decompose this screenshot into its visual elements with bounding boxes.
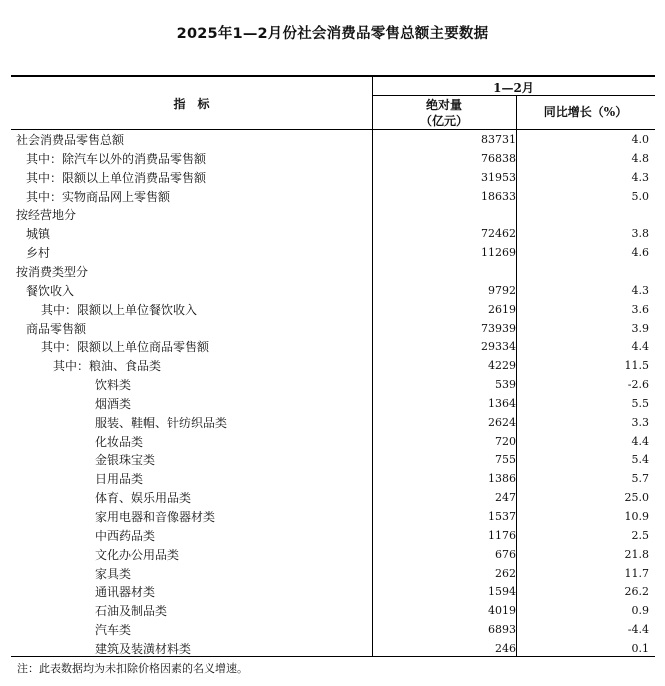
table-row [11, 546, 655, 565]
row-label: 其中：粮油、食品类 [53, 359, 162, 374]
row-label: 中西药品类 [95, 528, 156, 543]
table-row [11, 169, 655, 188]
growth-rate-cell: 25.0 [624, 491, 649, 505]
table-row [11, 225, 655, 244]
table-row [11, 451, 655, 470]
table-row [11, 470, 655, 489]
indicator-header: 指 标 [173, 97, 210, 111]
absolute-value-cell: 83731 [481, 133, 516, 146]
row-label: 城镇 [26, 227, 51, 242]
growth-rate-cell: 21.8 [624, 547, 649, 561]
row-label: 日用品类 [95, 472, 144, 487]
row-label: 汽车类 [95, 623, 132, 638]
table-top-rule [11, 75, 655, 77]
table-row [11, 338, 655, 357]
absolute-value-cell: 2624 [488, 415, 516, 429]
row-label: 建筑及装潢材料类 [95, 641, 192, 656]
row-label: 其中：限额以上单位商品零售额 [41, 340, 210, 355]
growth-rate-header: 同比增长（%） [543, 105, 628, 119]
row-label: 家具类 [95, 566, 132, 581]
absolute-value-cell: 1594 [488, 585, 516, 599]
table-row [11, 621, 655, 640]
absolute-value-cell: 1386 [488, 472, 516, 486]
absolute-value-cell: 1537 [488, 510, 516, 523]
absolute-value-cell: 2619 [488, 302, 516, 316]
absolute-value-cell: 676 [495, 547, 516, 561]
absolute-value-cell: 4229 [488, 359, 516, 373]
table-row [11, 263, 655, 282]
absolute-value-cell: 76838 [481, 151, 516, 165]
absolute-value-cell: 73939 [481, 321, 516, 335]
row-label: 饮料类 [95, 378, 132, 393]
growth-rate-cell: 11.7 [624, 566, 649, 580]
growth-rate-cell: 11.5 [624, 359, 649, 373]
table-row [11, 206, 655, 225]
growth-rate-cell: 3.6 [631, 302, 649, 316]
absolute-value-cell: 539 [495, 378, 516, 392]
table-row [11, 565, 655, 584]
row-label: 通讯器材类 [95, 585, 156, 600]
growth-rate-cell: 5.0 [631, 189, 649, 203]
row-label: 服装、鞋帽、针纺织品类 [95, 415, 228, 430]
row-label: 按经营地分 [16, 208, 77, 223]
growth-rate-cell: 0.1 [631, 641, 649, 655]
row-label: 石油及制品类 [95, 604, 168, 619]
row-label: 其中：限额以上单位消费品零售额 [26, 170, 207, 185]
growth-rate-cell: -2.6 [627, 378, 649, 392]
table-row [11, 301, 655, 320]
growth-rate-cell: 4.8 [631, 151, 649, 165]
row-label: 家用电器和音像器材类 [95, 510, 216, 524]
growth-rate-cell: 4.3 [631, 283, 649, 297]
page-title: 2025年1—2月份社会消费品零售总额主要数据 [176, 26, 489, 42]
table-row [11, 583, 655, 602]
row-label: 文化办公用品类 [95, 547, 180, 562]
growth-rate-cell: 5.4 [631, 453, 649, 467]
growth-rate-cell: 4.4 [631, 434, 649, 448]
absolute-value-cell: 9792 [488, 283, 516, 297]
absolute-value-cell: 31953 [481, 170, 516, 184]
table-row [11, 489, 655, 508]
table-row [11, 414, 655, 433]
table-row [11, 150, 655, 169]
table-note: 注：此表数据均为未扣除价格因素的名义增速。 [17, 662, 248, 675]
growth-rate-cell: 4.3 [631, 170, 649, 184]
growth-rate-cell: -4.4 [627, 623, 649, 637]
absolute-value-cell: 1364 [488, 396, 516, 410]
table-row [11, 188, 655, 207]
absolute-value-cell: 247 [495, 491, 516, 505]
growth-rate-cell: 5.7 [631, 472, 649, 486]
absolute-value-cell: 11269 [481, 246, 516, 260]
growth-rate-cell: 0.9 [631, 604, 649, 618]
absolute-value-cell: 246 [495, 641, 516, 655]
growth-rate-cell: 26.2 [624, 585, 649, 599]
absolute-value-cell: 262 [495, 566, 516, 580]
growth-rate-cell: 3.8 [631, 227, 649, 241]
growth-rate-cell: 4.4 [631, 340, 649, 354]
absolute-value-cell: 720 [495, 434, 516, 448]
growth-rate-cell: 3.9 [631, 321, 649, 335]
row-label: 其中：限额以上单位餐饮收入 [41, 302, 198, 317]
table-row [11, 357, 655, 376]
absolute-value-cell: 1176 [488, 528, 516, 542]
row-label: 化妆品类 [95, 434, 144, 449]
row-label: 体育、娱乐用品类 [95, 491, 192, 506]
table-row [11, 395, 655, 414]
period-header: 1—2月 [493, 81, 534, 95]
absolute-value-cell: 6893 [488, 623, 516, 637]
table-row [11, 131, 655, 150]
row-label: 按消费类型分 [16, 264, 89, 279]
growth-rate-cell: 10.9 [624, 510, 649, 523]
row-label: 乡村 [26, 246, 51, 261]
header-bottom-rule [11, 129, 655, 130]
row-label: 其中：实物商品网上零售额 [26, 189, 171, 204]
row-label: 金银珠宝类 [95, 453, 156, 468]
row-label: 餐饮收入 [26, 283, 75, 298]
absolute-value-cell: 29334 [481, 340, 516, 354]
growth-rate-cell: 4.6 [631, 246, 649, 260]
table-row [11, 244, 655, 263]
row-label: 烟酒类 [95, 396, 132, 411]
table-row [11, 602, 655, 621]
absolute-value-cell: 755 [495, 453, 516, 467]
table-row [11, 433, 655, 452]
absolute-value-cell: 18633 [481, 189, 516, 203]
table-row [11, 376, 655, 395]
row-label: 社会消费品零售总额 [16, 133, 125, 147]
growth-rate-cell: 5.5 [631, 396, 649, 410]
growth-rate-cell: 4.0 [631, 133, 649, 146]
absolute-value-header: 绝对量 （亿元） [419, 98, 468, 128]
growth-rate-cell: 3.3 [631, 415, 649, 429]
table-row [11, 527, 655, 546]
table-row [11, 282, 655, 301]
growth-rate-cell: 2.5 [631, 528, 649, 542]
table-row [11, 320, 655, 339]
absolute-value-cell: 72462 [481, 227, 516, 241]
absolute-value-cell: 4019 [488, 604, 516, 618]
table-row [11, 640, 655, 659]
table-row [11, 508, 655, 527]
row-label: 其中：除汽车以外的消费品零售额 [26, 151, 207, 166]
row-label: 商品零售额 [26, 321, 87, 336]
